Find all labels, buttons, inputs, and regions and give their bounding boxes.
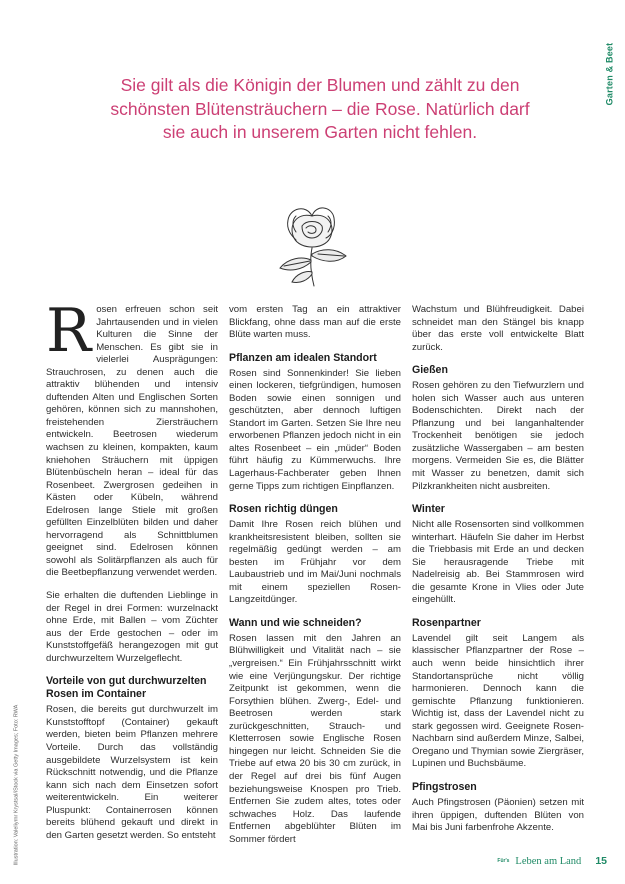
footer-small-label: Für's — [497, 858, 510, 864]
photo-credit-text: Illustration: Valeliyrnr Krystsal/iStock via Getty Images; Foto: RWA — [13, 704, 20, 866]
paragraph: vom ersten Tag an ein attraktiver Blickfang, ohne dass man auf die erste Blüte warten muss. — [229, 304, 401, 341]
paragraph: Lavendel gilt seit Langem als klassischer Pflanzpartner der Rose – auch wenn beide hinsichtlich ihrer Standortansprüche nicht völlig harmonieren. Dennoch kann die gemischte Pflanzung funktionieren. Wichtig ist, dass der Lavendel nicht zu stark gegossen wird. Geeignete Rosen-Nachbarn sind außerdem Minze, Salbei, Oregano und Thymian sowie Ziergräser, Lupinen und Buchsbäume. — [412, 632, 584, 770]
paragraph: Damit Ihre Rosen reich blühen und krankheitsresistent bleiben, sollten sie regelmäßig gedüngt werden – am besten im Frühjahr vor dem Laubaustrieb und im Mai/Juni nochmals mit einem speziellen Rosen-Langzeitdünger. — [229, 519, 401, 606]
paragraph: Rosen lassen mit den Jahren an Blühwilligkeit und Vitalität nach – sie „vergreisen.“ Ein Frühjahrsschnitt wirkt wie eine Verjüngungskur. Der richtige Zeitpunkt ist gekommen, wenn die Forsythien blühen. Zwerg-, Edel- und Beetrosen werden stark zurückgeschnitten, Strauch- und Kletterrosen sowie Englische Rosen hingegen nur leicht. Schneiden Sie die Triebe auf etwa 20 bis 30 cm zurück, in der Regel auf drei bis fünf Augen beziehungsweise Knospen pro Trieb. Entfernen Sie zudem altes, totes oder schwaches Holz. Das laufende Entfernen abgeblühter Blüten im Sommer fördert — [229, 632, 401, 845]
drop-cap: R — [46, 296, 92, 366]
magazine-name: Leben am Land — [515, 855, 582, 867]
paragraph: Rosen, die bereits gut durchwurzelt im Kunststofftopf (Container) gekauft werden, bieten beim Pflanzen mehrere Vorteile. Durch das vollständig ausgebildete Wurzelsystem ist kein Rückschnitt notwendig, und die Pflanze kann sich nach dem Einsetzen sofort weiterentwickeln. Ein weiterer Pluspunkt: Containerrosen können bereits blühend gekauft und direkt in den Garten gesetzt werden. So entsteht — [46, 704, 218, 841]
subheading: Gießen — [412, 364, 448, 377]
paragraph: Sie erhalten die duftenden Lieblinge in der Regel in drei Formen: wurzelnackt ohne Erde, mit Ballen – vom Züchter aus der Erde gestochen – oder im Kunststoffgefäß herangezogen mit gut durchwurzeltem Wurzelgeflecht. — [46, 590, 218, 664]
subheading: Pfingstrosen — [412, 780, 477, 793]
text-column-3 — [412, 304, 584, 845]
page-footer — [497, 855, 607, 867]
subheading: Vorteile von gut durchwurzelten Rosen im Container — [46, 675, 207, 701]
section-tab-label: Garten & Beet — [604, 42, 614, 106]
paragraph: Wachstum und Blühfreudigkeit. Dabei schneidet man den Stängel bis knapp über das erste voll entwickelte Blatt zurück. — [412, 304, 584, 353]
rose-illustration-icon — [266, 186, 358, 292]
subheading: Wann und wie schneiden? — [229, 616, 362, 629]
intro-text: Sie gilt als die Königin der Blumen und zählt zu den schönsten Blütensträuchern – die Rose. Natürlich darf sie auch in unserem Garten nicht fehlen. — [110, 75, 530, 142]
paragraph: Rosen sind Sonnenkinder! Sie lieben einen lockeren, tiefgründigen, humosen Boden sowie einen sonnigen und geschützten, aber dennoch luftigen Standort im Garten. Setzen Sie Ihre neu erworbenen Pflanzen jedoch nicht in ein altes Rosenbeet – ein „müder“ Boden führt häufig zu Kümmerwuchs. Ihre Lagerhaus-Fachberater geben Ihnen gerne Tipps zum richtigen Einpflanzen. — [229, 367, 401, 492]
paragraph: osen erfreuen schon seit Jahrtausenden und in vielen Kulturen die Sinne der Menschen. Es gibt sie in vielerlei Ausprägungen: Strauchrosen, zu denen auch die attraktiv blühenden und intensiv duftenden Alten und Englischen Sorten gehören, können sich zu mannshohen, freistehenden Ziersträuchern entwickeln. Beetrosen wiederum wachsen zu kleinen, kompakten, kaum kniehohen Sträuchern mit üppigen Blütenbüscheln heran – ideal für das Rosenbeet. Zwergrosen gedeihen in Kästen oder Kübeln, während Edelrosen lange Stiele mit großen gefüllten Einzelblüten bilden und daher hervorragend als Schnittblumen geeignet sind. Edelrosen können sowohl als Solitärpflanzen als auch für die Beetbepflanzung verwendet werden. — [46, 304, 218, 579]
subheading: Rosen richtig düngen — [229, 503, 338, 516]
paragraph: Auch Pfingstrosen (Päonien) setzen mit ihren üppigen, duftenden Blüten von Mai bis Juni farbenfrohe Akzente. — [412, 796, 584, 834]
photo-credit — [10, 700, 22, 870]
section-tab — [603, 44, 615, 104]
text-column-1 — [46, 296, 218, 852]
paragraph: Nicht alle Rosensorten sind vollkommen winterhart. Häufeln Sie daher im Herbst die Triebbasis mit Erde an und decken Sie herausragende Triebe mit Nadelreisig ab. Bei Stammrosen wird die gesamte Krone in Vlies oder Jute eingehüllt. — [412, 519, 584, 606]
subheading: Winter — [412, 503, 445, 516]
paragraph: Rosen gehören zu den Tiefwurzlern und holen sich Wasser auch aus unteren Bodenschichten. Direkt nach der Pflanzung und bei langanhaltender Trockenheit benötigen sie jedoch zusätzliche Wassergaben – am besten morgens. Vermeiden Sie es, die Blätter mit Wasser zu benetzen, damit sich Pilzkrankheiten nicht ausbreiten. — [412, 380, 584, 492]
page-number: 15 — [595, 855, 607, 867]
subheading: Pflanzen am idealen Standort — [229, 351, 377, 364]
text-column-2 — [229, 304, 401, 856]
subheading: Rosenpartner — [412, 616, 481, 629]
